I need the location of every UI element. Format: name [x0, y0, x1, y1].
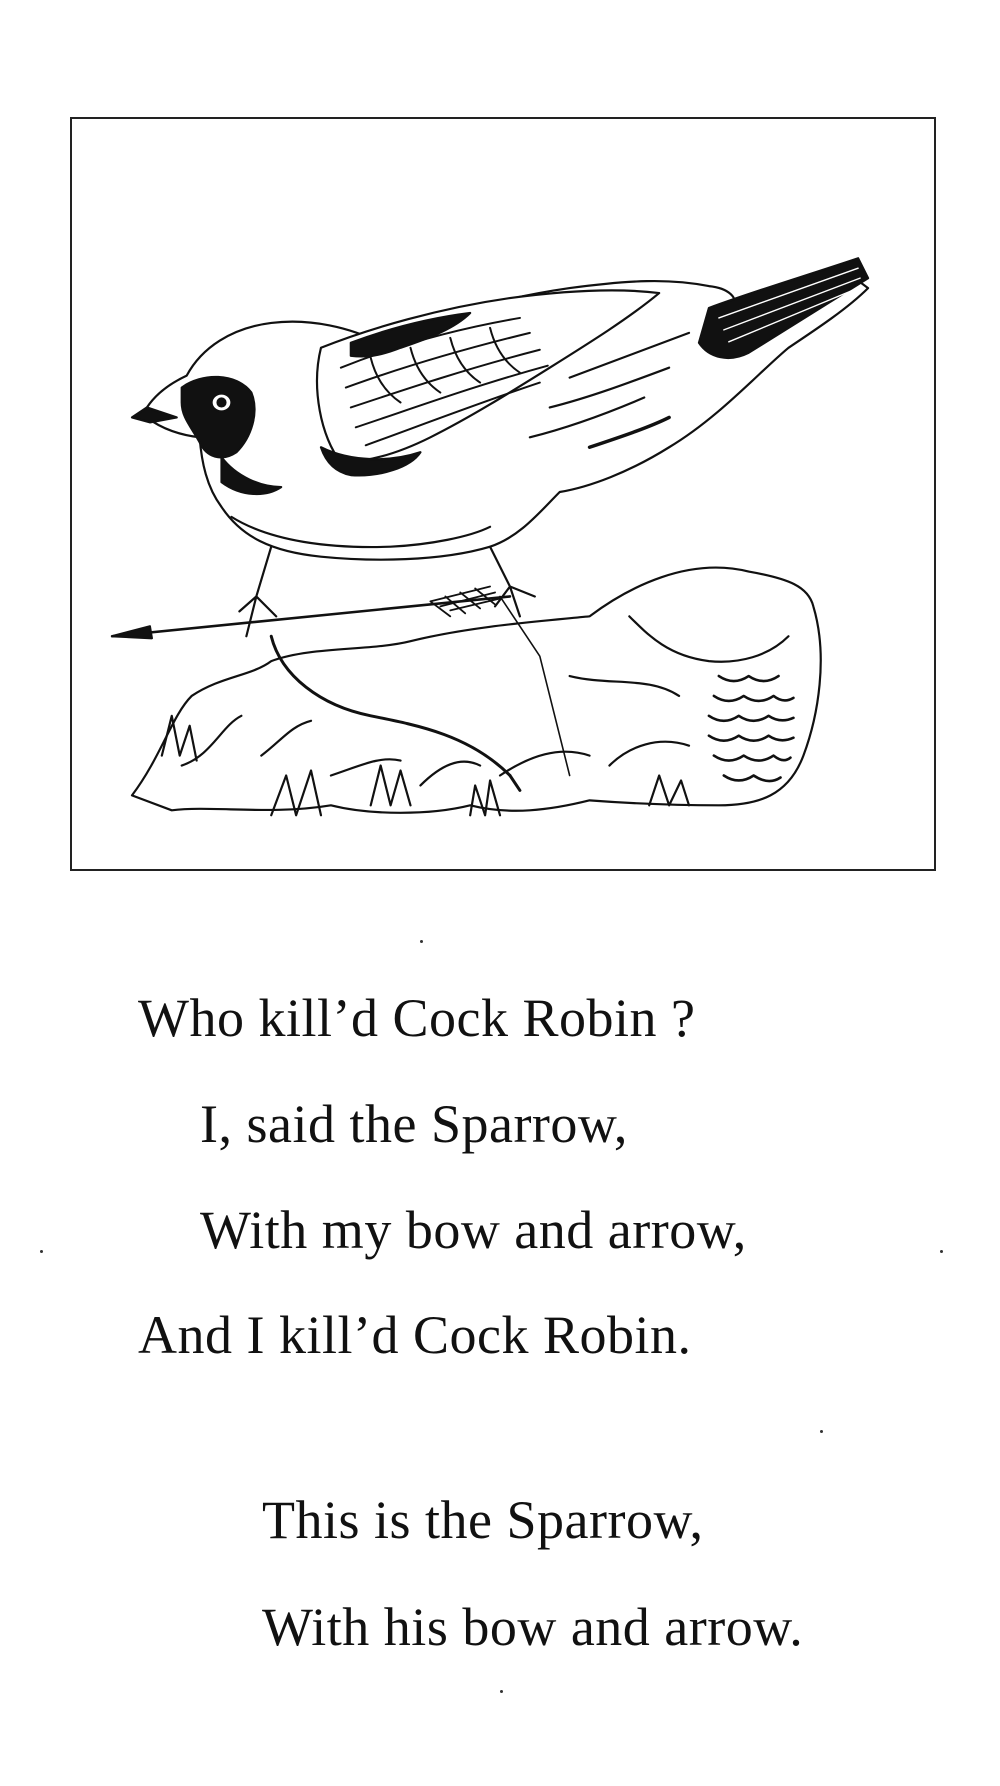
bird-face-patch	[182, 377, 255, 457]
bow	[271, 636, 510, 775]
couplet-line-2: With his bow and arrow.	[262, 1597, 804, 1657]
sparrow-engraving	[72, 119, 934, 869]
verse-line-3: With my bow and arrow,	[200, 1200, 747, 1260]
illustration-frame	[70, 117, 936, 871]
paper-speck	[820, 1430, 823, 1433]
couplet-line-1: This is the Sparrow,	[262, 1490, 704, 1550]
verse-line-1: Who kill’d Cock Robin ?	[138, 988, 696, 1048]
paper-speck	[500, 1690, 503, 1693]
paper-speck	[420, 940, 423, 943]
paper-speck	[940, 1250, 943, 1253]
paper-speck	[40, 1250, 43, 1253]
verse-line-4: And I kill’d Cock Robin.	[138, 1305, 692, 1365]
verse-line-2: I, said the Sparrow,	[200, 1094, 628, 1154]
